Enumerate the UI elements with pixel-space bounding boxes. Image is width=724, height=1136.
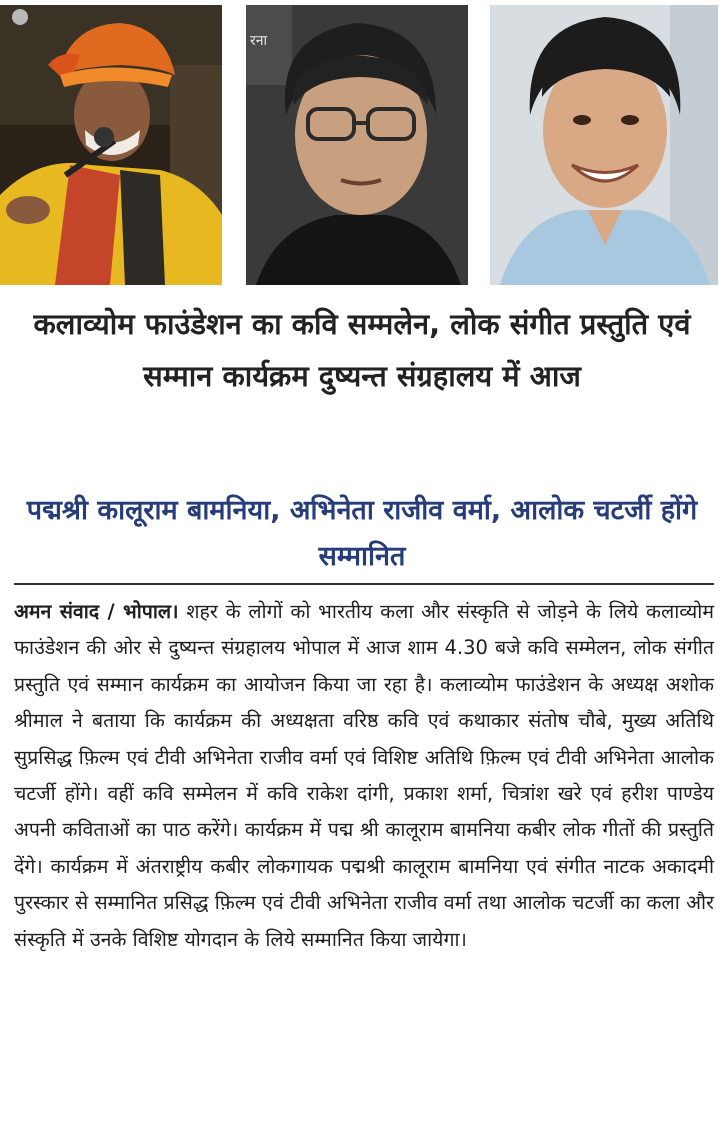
photo-smiling-man	[490, 5, 718, 285]
article-body-text: शहर के लोगों को भारतीय कला और संस्कृति से जोड़ने के लिये कलाव्योम फाउंडेशन की ओर से दुष्यन्त संग्रहालय भोपाल में आज शाम 4.30 बजे कवि सम्मेलन, लोक संगीत प्रस्तुति एवं सम्मान कार्यक्रम का आयोजन किया जा रहा है। कलाव्योम फाउंडेशन के अध्यक्ष अशोक श्रीमाल ने बताया कि कार्यक्रम की अध्यक्षता वरिष्ठ कवि एवं कथाकार संतोष चौबे, मुख्य अतिथि सुप्रसिद्ध फ़िल्म एवं टीवी अभिनेता राजीव वर्मा एवं विशिष्ट अतिथि फ़िल्म एवं टीवी अभिनेता आलोक चटर्जी होंगे। वहीं कवि सम्मेलन में कवि राकेश दांगी, प्रकाश शर्मा, चित्रांश खरे एवं हरीश पाण्डेय अपनी कविताओं का पाठ करेंगे। कार्यक्रम में पद्म श्री कालूराम बामनिया कबीर लोक गीतों की प्रस्तुति देंगे। कार्यक्रम में अंतराष्ट्रीय कबीर लोकगायक पद्मश्री कालूराम बामनिया एवं संगीत नाटक अकादमी पुरस्कार से सम्मानित प्रसिद्ध फ़िल्म एवं टीवी अभिनेता राजीव वर्मा तथा आलोक चटर्जी का कला और संस्कृति में उनके विशिष्ट योगदान के लिये सम्मानित किया जायेगा।	[14, 600, 714, 951]
article-headline: कलाव्योम फाउंडेशन का कवि सम्मलेन, लोक संगीत प्रस्तुति एवं सम्मान कार्यक्रम दुष्यन्त संग्रहालय में आज	[33, 307, 691, 393]
photo-man-glasses	[246, 5, 468, 285]
photo-strip	[0, 0, 724, 290]
divider	[14, 583, 714, 585]
article-body	[14, 594, 714, 958]
background-sign-text: रना	[250, 33, 268, 49]
photo-folk-singer	[0, 5, 222, 285]
article-byline: अमन संवाद / भोपाल।	[14, 600, 179, 623]
article-subheadline: पद्मश्री कालूराम बामनिया, अभिनेता राजीव वर्मा, आलोक चटर्जी होंगे सम्मानित	[26, 495, 698, 572]
